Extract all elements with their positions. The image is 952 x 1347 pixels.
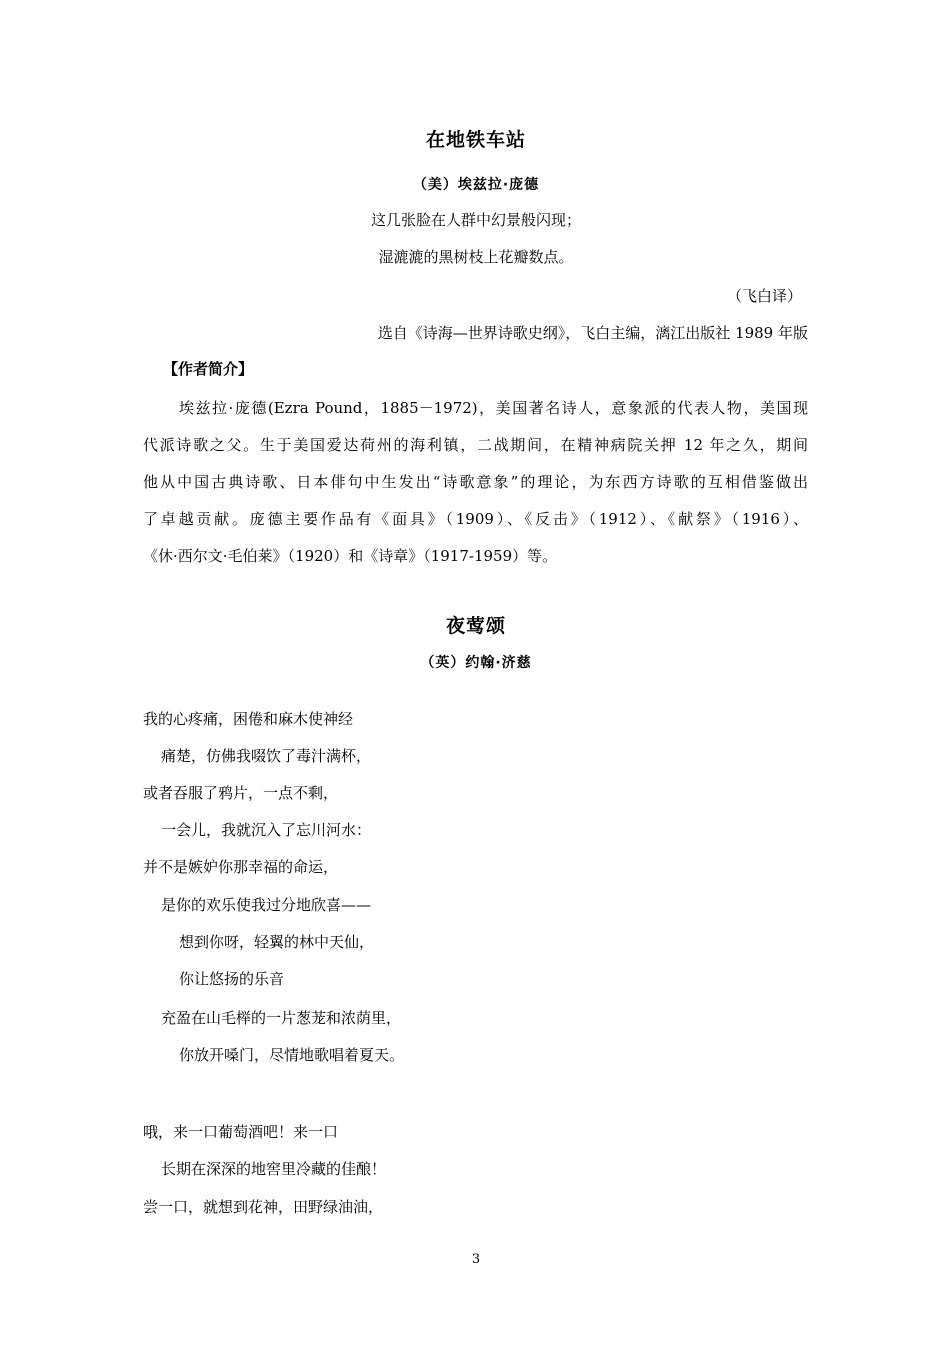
poem2-stanza1-line-6: 是你的欢乐使我过分地欣喜——	[161, 896, 372, 914]
poem2-stanza2-line-1: 哦，来一口葡萄酒吧！来一口	[143, 1123, 339, 1141]
poem2-author: （英）约翰·济慈	[420, 655, 532, 671]
poem2-stanza1-line-7: 想到你呀，轻翼的林中天仙，	[179, 933, 375, 951]
poem2-stanza1-line-3: 或者吞服了鸦片，一点不剩，	[143, 784, 339, 802]
author-intro-line-3: 他从中国古典诗歌、日本俳句中生发出“诗歌意象”的理论，为东西方诗歌的互相借鉴做出	[143, 473, 808, 491]
poem1-author: （美）埃兹拉·庞德	[412, 177, 540, 193]
author-intro-line-5: 《休·西尔文·毛伯莱》（1920）和《诗章》（1917-1959）等。	[143, 547, 558, 565]
poem1-title: 在地铁车站	[425, 129, 526, 151]
author-intro-line-4: 了卓越贡献。庞德主要作品有《面具》（1909）、《反击》（1912）、《献祭》（1916）、	[143, 510, 808, 528]
poem2-stanza1-line-2: 痛楚，仿佛我啜饮了毒汁满杯，	[161, 747, 372, 765]
poem2-title: 夜莺颂	[445, 615, 506, 637]
poem1-source: 选自《诗海—世界诗歌史纲》，飞白主编，漓江出版社 1989 年版	[377, 324, 808, 342]
poem2-stanza1-line-4: 一会儿，我就沉入了忘川河水：	[161, 821, 372, 839]
poem1-translator: （飞白译）	[726, 287, 802, 305]
poem2-stanza2-line-2: 长期在深深的地窖里冷藏的佳酿！	[161, 1160, 387, 1178]
poem2-stanza2-line-3: 尝一口，就想到花神，田野绿油油，	[143, 1198, 384, 1216]
poem1-line-2: 湿漉漉的黑树枝上花瓣数点。	[378, 248, 574, 266]
poem2-stanza1-line-8: 你让悠扬的乐音	[179, 970, 285, 988]
poem2-stanza1-line-10: 你放开嗓门，尽情地歌唱着夏天。	[179, 1046, 405, 1064]
author-intro-heading: 【作者简介】	[163, 360, 254, 378]
page-number: 3	[471, 1252, 481, 1267]
author-intro-line-2: 代派诗歌之父。生于美国爱达荷州的海利镇，二战期间，在精神病院关押 12 年之久，期间	[143, 436, 808, 454]
poem1-line-1: 这几张脸在人群中幻景般闪现；	[370, 211, 581, 229]
poem2-stanza1-line-9: 充盈在山毛榉的一片葱茏和浓荫里，	[161, 1009, 402, 1027]
poem2-stanza1-line-1: 我的心疼痛，困倦和麻木使神经	[143, 710, 354, 728]
poem2-stanza1-line-5: 并不是嫉妒你那幸福的命运，	[143, 858, 339, 876]
author-intro-line-1: 埃兹拉·庞德(Ezra Pound，1885－1972)，美国著名诗人，意象派的代表人物，美国现	[179, 399, 808, 417]
